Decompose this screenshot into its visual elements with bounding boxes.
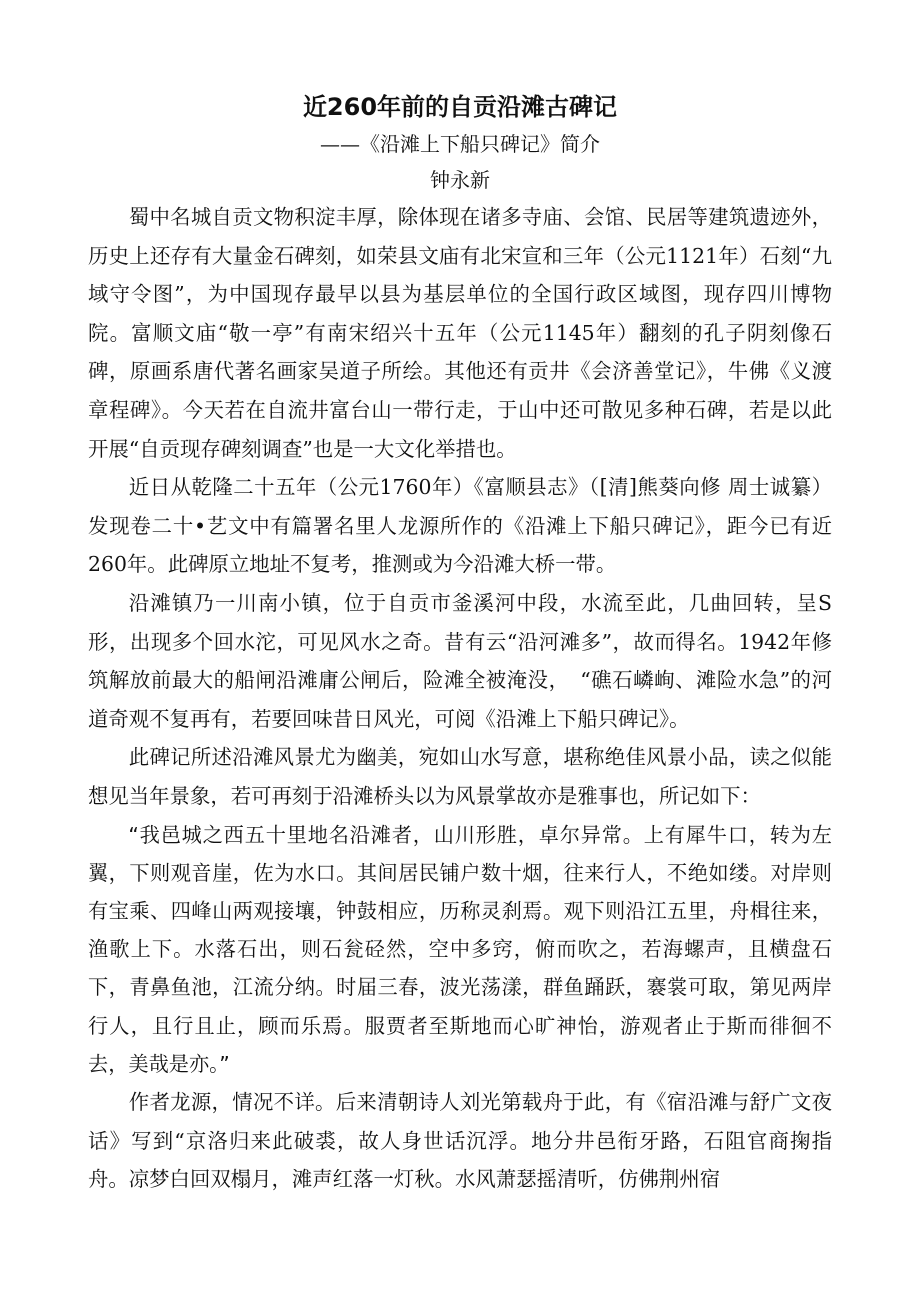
paragraph-clip <box>88 1083 832 1199</box>
paragraph-county-record: 近日从乾隆二十五年（公元1760年）《富顺县志》（[清]熊葵向修 周士诚纂）发现卷二十•艺文中有篇署名里人龙源所作的《沿滩上下船只碑记》，距今已有近260年。此碑原立地址不复考，推测或为今沿滩大桥一带。 <box>88 475 832 577</box>
paragraph-intro: 蜀中名城自贡文物积淀丰厚，除体现在诸多寺庙、会馆、民居等建筑遗迹外，历史上还存有大量金石碑刻，如荣县文庙有北宋宣和三年（公元1121年）石刻“九域守令图”，为中国现存最早以县为基层单位的全国行政区域图，现存四川博物院。富顺文庙“敬一亭”有南宋绍兴十五年（公元1145年）翻刻的孔子阴刻像石碑，原画系唐代著名画家吴道子所绘。其他还有贡井《会济善堂记》，牛佛《义渡章程碑》。今天若在自流井富台山一带行走，于山中还可散见多种石碑，若是以此开展“自贡现存碑刻调查”也是一大文化举措也。 <box>88 205 832 461</box>
paragraph-stele-quote: “我邑城之西五十里地名沿滩者，山川形胜，卓尔异常。上有犀牛口，转为左翼，下则观音崖，佐为水口。其间居民铺户数十烟，往来行人，不绝如缕。对岸则有宝乘、四峰山两观接壤，钟鼓相应，历称灵刹焉。观下则沿江五里，舟楫往来，渔歌上下。水落石出，则石瓮硁然，空中多窍，俯而吹之，若海螺声，且横盘石下，青鼻鱼池，江流分纳。时届三春，波光荡漾，群鱼踊跃，褰裳可取，第见两岸行人，且行且止，顾而乐焉。服贾者至斯地而心旷神怡，游观者止于斯而徘徊不去，美哉是亦。” <box>88 822 832 1076</box>
article-title: 近260年前的自贡沿滩古碑记 <box>302 93 618 121</box>
paragraph-author-note: 作者龙源，情况不详。后来清朝诗人刘光第载舟于此，有《宿沿滩与舒广文夜话》写到“京洛归来此破裘，故人身世话沉浮。地分井邑衔牙路，石阻官商掬指舟。凉梦白回双榻月，滩声红落一灯秋。水风萧瑟摇清听，仿佛荆州宿 <box>88 1089 832 1192</box>
article-author: 钟永新 <box>430 168 490 192</box>
article-subtitle: ——《沿滩上下船只碑记》简介 <box>320 132 600 156</box>
paragraph-yantan-town: 沿滩镇乃一川南小镇，位于自贡市釜溪河中段，水流至此，几曲回转，呈S形，出现多个回水沱，可见风水之奇。昔有云“沿河滩多”，故而得名。1942年修筑解放前最大的船闸沿滩庸公闸后，险滩全被淹没， “礁石嶙峋、滩险水急”的河道奇观不复再有，若要回味昔日风光，可阅《沿滩上下船只碑记》。 <box>88 590 832 731</box>
document-page <box>88 88 832 1199</box>
paragraph-scenery: 此碑记所述沿滩风景尤为幽美，宛如山水写意，堪称绝佳风景小品，读之似能想见当年景象，若可再刻于沿滩桥头以为风景掌故亦是雅事也，所记如下： <box>88 745 832 808</box>
